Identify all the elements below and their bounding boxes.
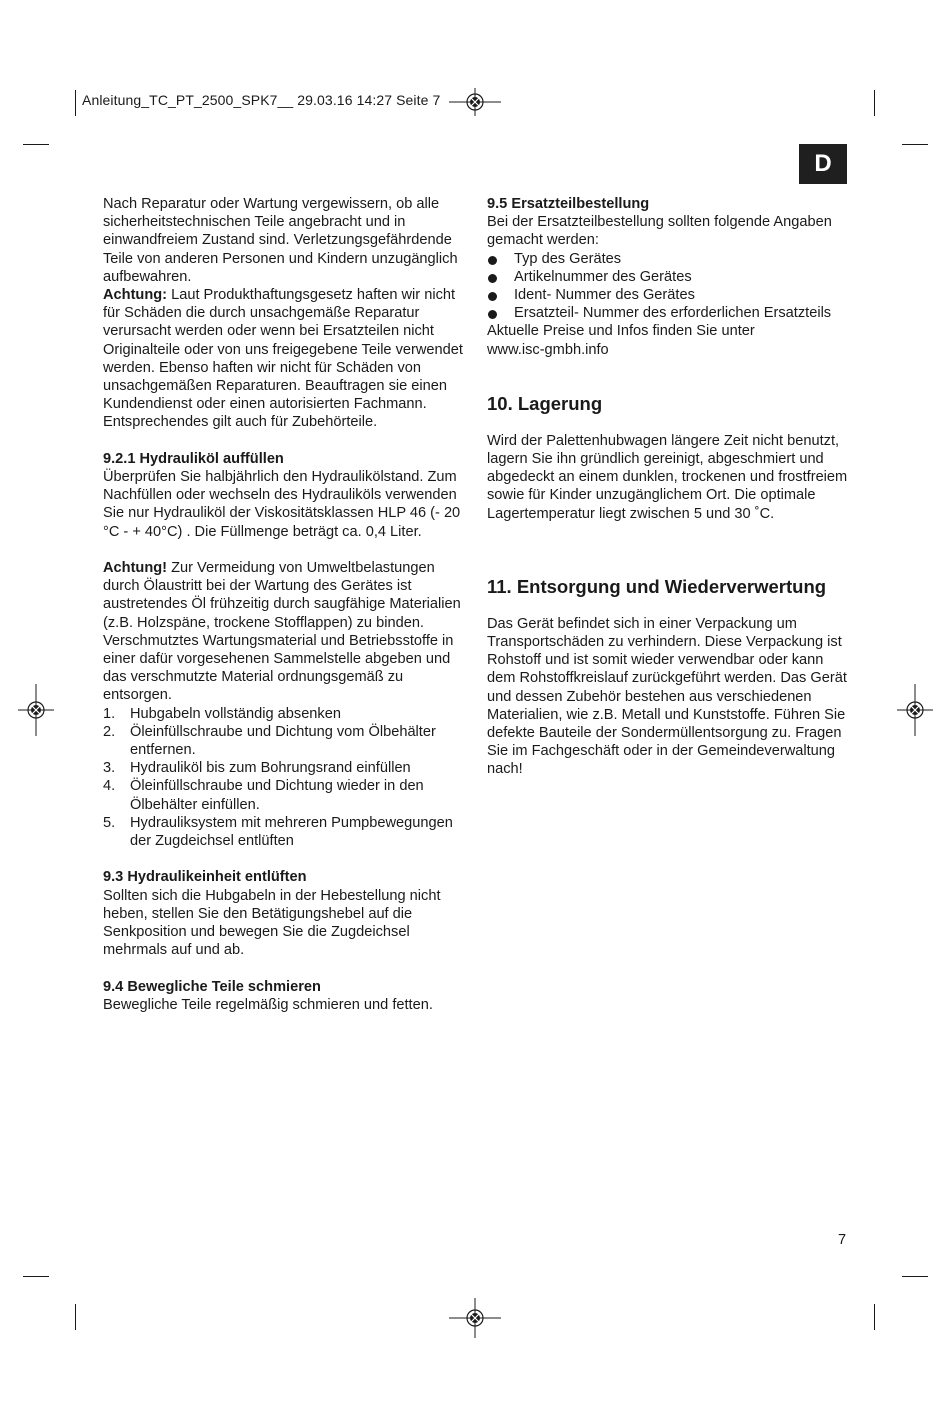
section-heading-11: 11. Entsorgung und Wiederverwertung [487,575,827,597]
crop-mark [23,144,49,145]
page-number: 7 [838,1232,847,1248]
crop-mark [902,144,928,145]
list-item-number: 1. [103,705,116,722]
section-text-10: Wird der Palettenhubwagen längere Zeit nicht benutzt, lagern Sie ihn gründlich gereinigt, abgeschmiert und abgedeckt an einem dunklen, trockenen und frostfreiem sowie für Kinder unzugänglichem Ort. Die optimale Lagertemperatur liegt zwischen 5 und 30 ˚C. [487,432,848,522]
section-heading-9-3: 9.3 Hydraulikeinheit entlüften [103,869,307,886]
crop-mark [874,1304,875,1330]
bullet-icon [488,274,497,283]
steps-list [103,705,468,851]
list-item-text: Hydrauliksystem mit mehreren Pumpbewegungen der Zugdeichsel entlüften [130,814,453,850]
list-item [103,814,468,850]
crop-mark [75,1304,76,1330]
intro-paragraph: Nach Reparatur oder Wartung vergewissern, ob alle sicherheitstechnischen Teile angebracht und in einwandfreiem Zustand sind. Verletzungsgefährdende Teile von anderen Personen und Kindern unzugänglich aufbewahren. [103,196,458,285]
list-item [103,705,468,723]
list-item [487,286,849,304]
registration-mark-icon [449,1292,501,1344]
list-item-text: Öleinfüllschraube und Dichtung wieder in den Ölbehälter einfüllen. [130,778,424,813]
right-column [487,195,849,779]
warning-label: Achtung: [103,287,168,304]
section-heading-10: 10. Lagerung [487,392,603,414]
list-item [487,250,849,268]
bullet-icon [488,310,497,319]
section-text-9-3: Sollten sich die Hubgabeln in der Hebestellung nicht heben, stellen Sie den Betätigungshebel auf die Senkposition und bewegen Sie die Zugdeichsel mehrmals auf und ab. [103,887,441,959]
warning-text: Laut Produkthaftungsgesetz haften wir nicht für Schäden die durch unsachgemäße Reparatur verursacht werden oder wenn bei Ersatzteilen nicht Originalteile oder von uns freigegebene Teile verwendet werden. Ebenso haften wir nicht für Schäden von unsachgemäßen Reparaturen. Beauftragen sie einen Kundendienst oder einen autorisierten Fachmann. Entsprechendes gilt auch für Zubehörteile. [103,287,463,431]
section-heading-9-2-1: 9.2.1 Hydrauliköl auffüllen [103,450,284,467]
list-item [103,723,468,759]
warning-label: Achtung! [103,560,168,577]
print-slug-line: Anleitung_TC_PT_2500_SPK7__ 29.03.16 14:27 Seite 7 [82,92,441,108]
list-item [487,268,849,286]
section-outro-9-5: Aktuelle Preise und Infos finden Sie unter www.isc-gmbh.info [487,323,755,358]
spare-part-info-list [487,250,849,323]
section-intro-9-5: Bei der Ersatzteilbestellung sollten folgende Angaben gemacht werden: [487,214,832,249]
list-item-number: 5. [103,814,116,831]
list-item-text: Hubgabeln vollständig absenken [130,705,341,722]
list-item-text: Hydrauliköl bis zum Bohrungsrand einfüllen [130,760,411,777]
list-item-text: Ident- Nummer des Gerätes [514,287,695,304]
crop-mark [902,1276,928,1277]
bullet-icon [488,292,497,301]
registration-mark-icon [889,684,941,736]
section-heading-9-4: 9.4 Bewegliche Teile schmieren [103,978,321,995]
list-item [487,304,849,322]
list-item-number: 2. [103,723,116,740]
crop-mark [75,90,76,116]
section-text-9-2-1: Überprüfen Sie halbjährlich den Hydraulikölstand. Zum Nachfüllen oder wechseln des Hydrauliköls verwenden Sie nur Hydrauliköl der Viskositätsklassen HLP 46 (- 20 °C - + 40°C) . Die Füllmenge beträgt ca. 0,4 Liter. [103,469,461,540]
section-text-11: Das Gerät befindet sich in einer Verpackung um Transportschäden zu verhindern. Diese Verpackung ist Rohstoff und ist somit wieder verwendbar oder kann dem Rohstoffkreislauf zurückgeführt werden. Das Gerät und dessen Zubehör bestehen aus verschiedenen Materialien, wie z.B. Metall und Kunststoffe. Führen Sie defekte Bauteile der Sondermüllentsorgung zu. Fragen Sie im Fachgeschäft oder in der Gemeindeverwaltung nach! [487,615,847,778]
bullet-icon [488,256,497,265]
list-item-number: 4. [103,778,116,795]
list-item-number: 3. [103,760,116,777]
registration-mark-icon [449,76,501,128]
warning-text: Zur Vermeidung von Umweltbelastungen durch Ölaustritt bei der Wartung des Gerätes ist austretendes Öl frühzeitig durch saugfähige Materialien (z.B. Holzspäne, trockene Stofflappen) zu binden. Verschmutztes Wartungsmaterial und Betriebsstoffe in einer dafür vorgesehenen Sammelstelle abgeben und das verschmutzte Material ordnungsgemäß zu entsorgen. [103,560,461,704]
crop-mark [874,90,875,116]
list-item-text: Öleinfüllschraube und Dichtung vom Ölbehälter entfernen. [130,723,436,759]
list-item [103,759,468,777]
registration-mark-icon [10,684,62,736]
warning-paragraph [103,286,468,432]
language-badge: D [799,144,847,184]
left-column [103,195,468,1014]
section-heading-9-5: 9.5 Ersatzteilbestellung [487,196,650,212]
list-item-text: Typ des Gerätes [514,250,622,267]
list-item-text: Artikelnummer des Gerätes [514,268,692,285]
crop-mark [23,1276,49,1277]
list-item-text: Ersatzteil- Nummer des erforderlichen Ersatzteils [514,305,832,322]
list-item [103,777,468,813]
section-text-9-4: Bewegliche Teile regelmäßig schmieren und fetten. [103,996,433,1013]
warning-paragraph [103,559,468,705]
